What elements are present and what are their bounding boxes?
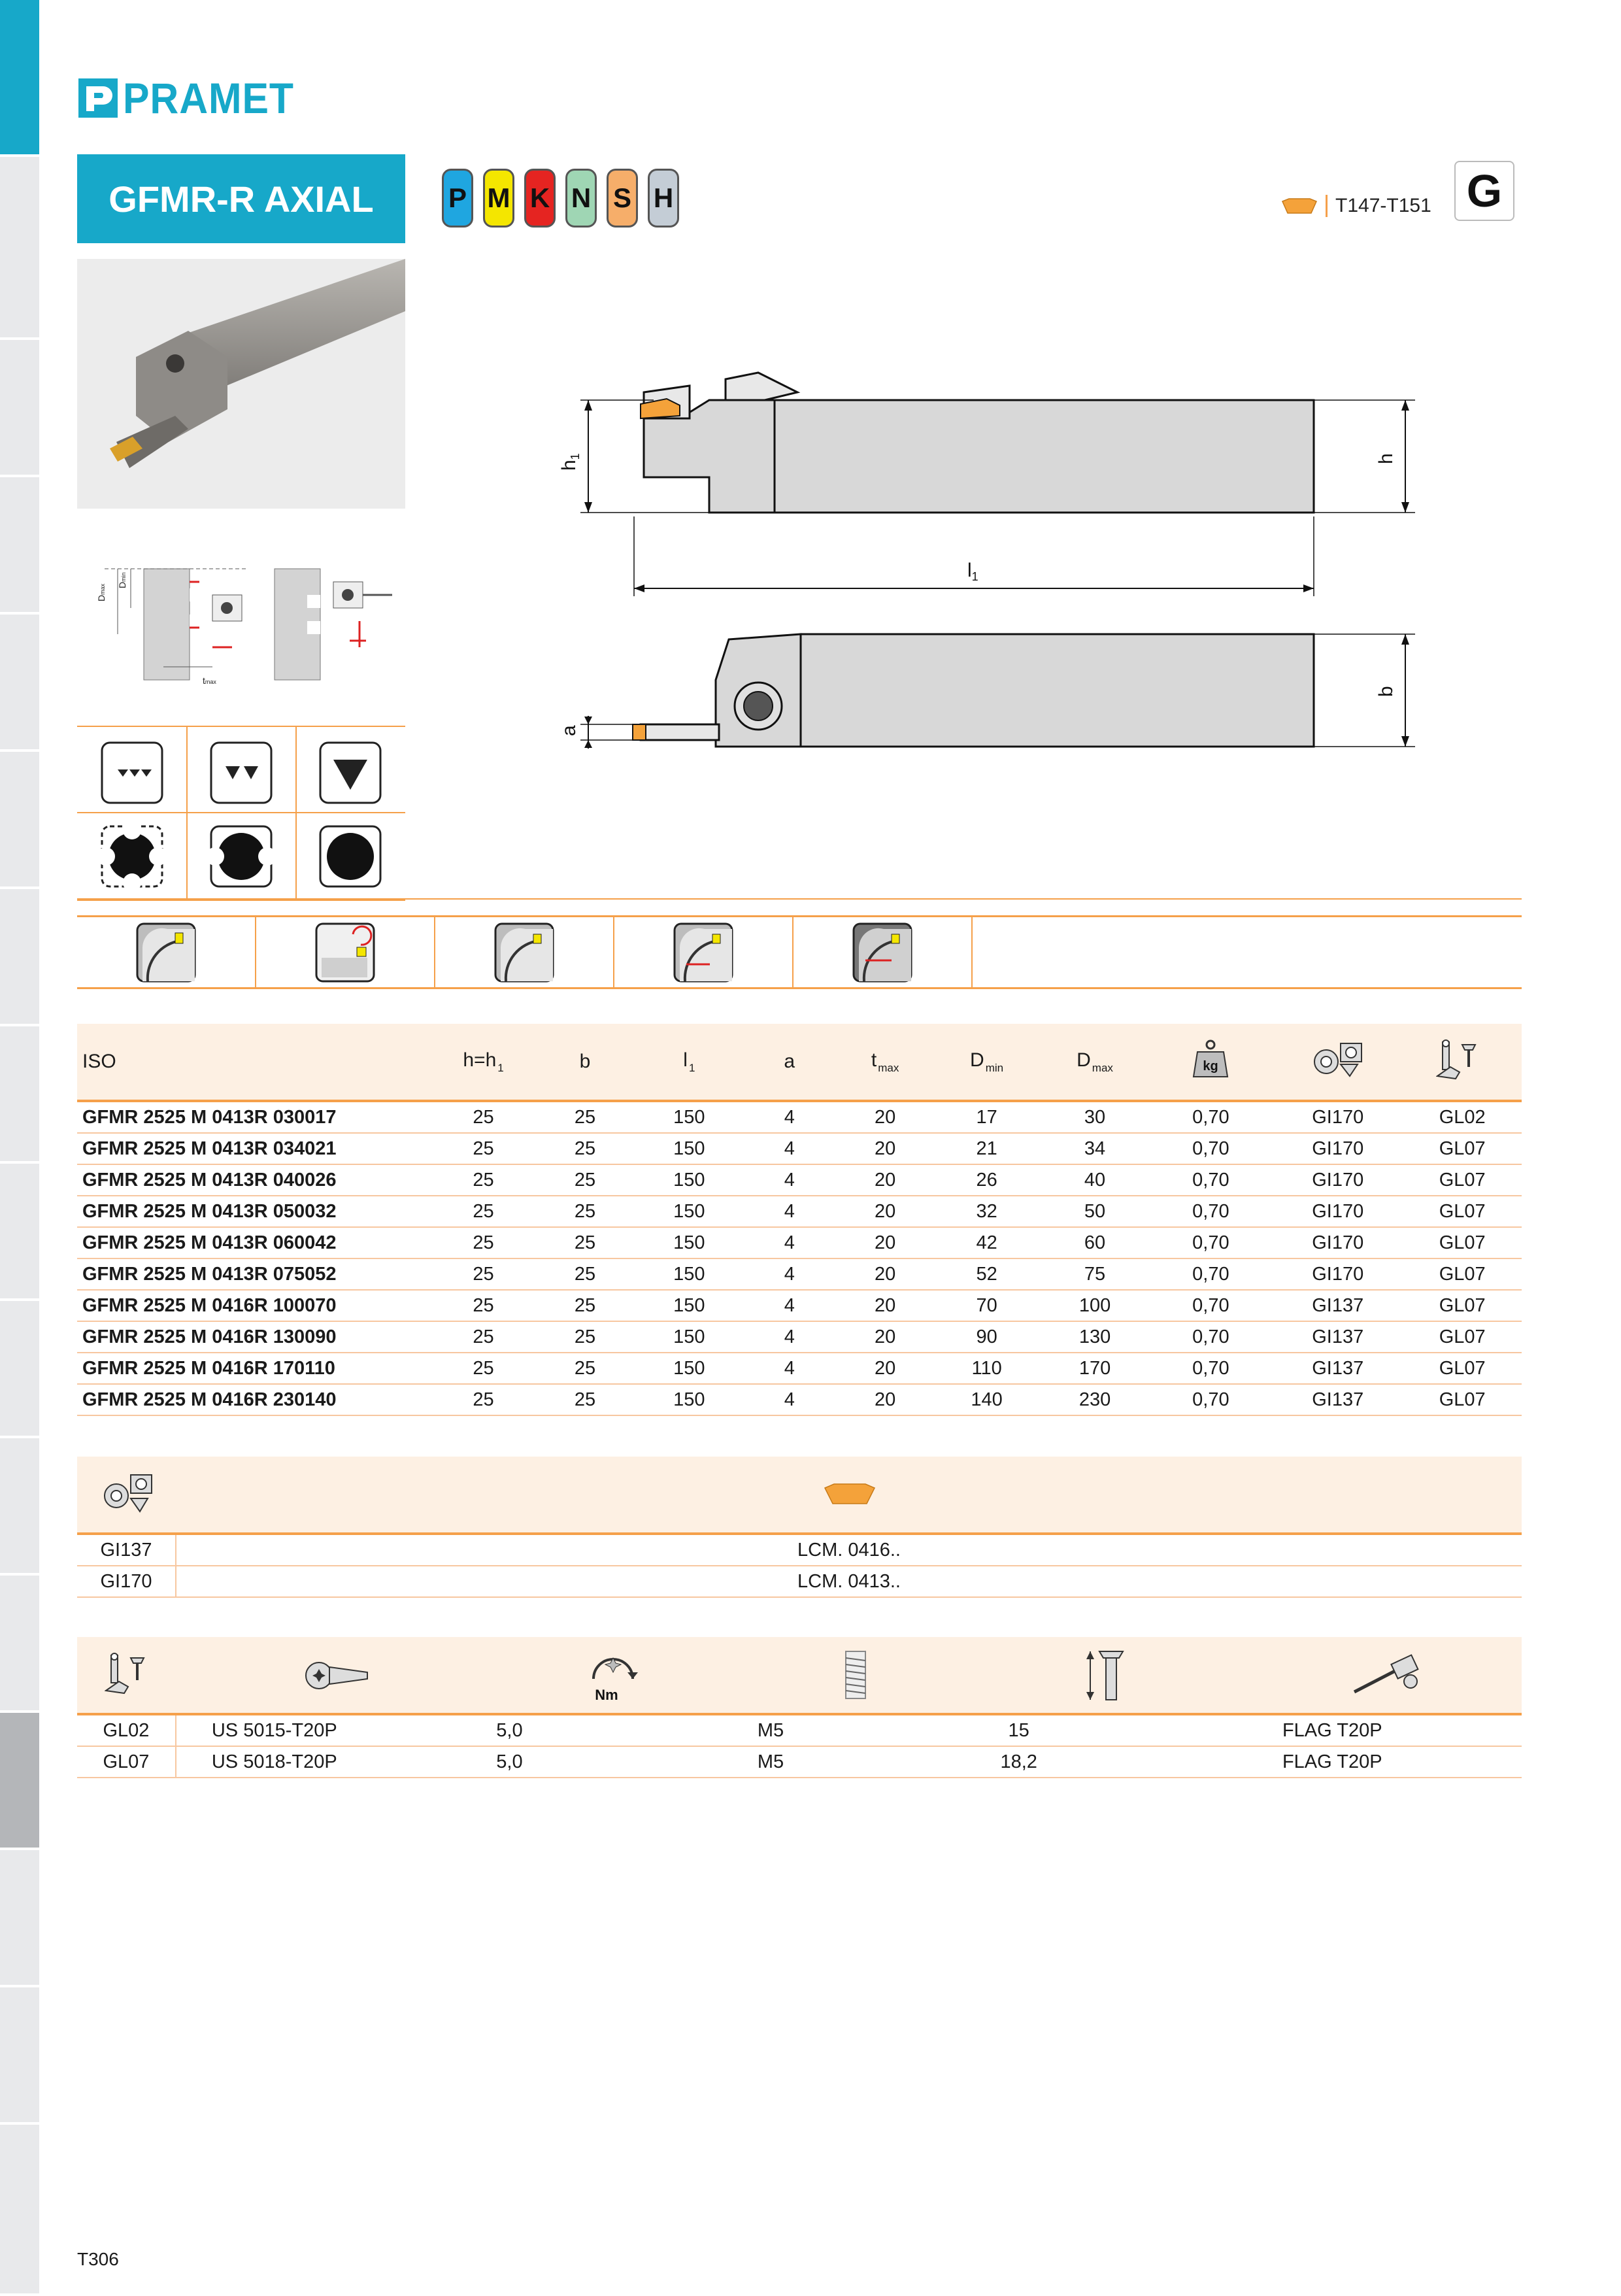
- table-cell: FLAG T20P: [1143, 1746, 1522, 1778]
- iso-code-cell: GFMR 2525 M 0413R 060042: [77, 1227, 434, 1258]
- parts-table-body: [77, 1715, 1522, 1778]
- table-cell: 32: [933, 1196, 1041, 1227]
- table-cell: 25: [533, 1133, 637, 1164]
- iso-badge-s: S: [607, 169, 638, 228]
- table-cell: 20: [837, 1196, 932, 1227]
- table-cell: 5,0: [373, 1715, 647, 1746]
- table-cell: 40: [1041, 1164, 1148, 1196]
- sidebar-tab[interactable]: [0, 1164, 39, 1301]
- iso-code-cell: GFMR 2525 M 0413R 034021: [77, 1133, 434, 1164]
- table-cell: 20: [837, 1101, 932, 1133]
- table-cell: 25: [533, 1353, 637, 1384]
- table-cell: 25: [533, 1290, 637, 1321]
- table-cell: 0,70: [1149, 1258, 1273, 1290]
- table-cell: GL07: [1403, 1353, 1522, 1384]
- table-cell: 4: [741, 1258, 837, 1290]
- table-cell: GI170: [1273, 1227, 1403, 1258]
- table-cell: GI137: [1273, 1353, 1403, 1384]
- table-cell: 0,70: [1149, 1353, 1273, 1384]
- d-min-label: Dmin: [117, 572, 127, 588]
- application-grid: [77, 726, 405, 901]
- table-cell: 90: [933, 1321, 1041, 1353]
- table-cell: US 5018-T20P: [176, 1746, 373, 1778]
- table-cell: 20: [837, 1321, 932, 1353]
- table-cell: M5: [646, 1746, 895, 1778]
- sidebar-tab[interactable]: [0, 477, 39, 615]
- iso-code-cell: GFMR 2525 M 0413R 040026: [77, 1164, 434, 1196]
- table-cell: 25: [434, 1321, 533, 1353]
- sidebar-tab[interactable]: [0, 889, 39, 1026]
- insert-table-header: [77, 1457, 1522, 1535]
- sidebar-tab[interactable]: [0, 2125, 39, 2296]
- insert-code-cell[interactable]: LCM. 0416..: [176, 1535, 1522, 1566]
- col-d-max: D $_{max}$: [1077, 1049, 1113, 1074]
- insert-code-cell[interactable]: LCM. 0413..: [176, 1566, 1522, 1597]
- iso-code-cell: GFMR 2525 M 0416R 130090: [77, 1321, 434, 1353]
- table-cell: FLAG T20P: [1143, 1715, 1522, 1746]
- table-row[interactable]: [77, 1715, 1522, 1746]
- spare-parts-icon: [105, 1650, 157, 1702]
- h1-label: $h_1$: [558, 453, 582, 471]
- part-set-code-cell: GL02: [77, 1715, 176, 1746]
- table-row[interactable]: [77, 1321, 1522, 1353]
- iso-code-cell: GFMR 2525 M 0413R 030017: [77, 1101, 434, 1133]
- table-cell: 25: [434, 1227, 533, 1258]
- table-cell: 150: [637, 1164, 741, 1196]
- table-cell: 0,70: [1149, 1101, 1273, 1133]
- table-cell: 70: [933, 1290, 1041, 1321]
- table-cell: 150: [637, 1196, 741, 1227]
- table-cell: GI170: [1273, 1196, 1403, 1227]
- pramet-logo-icon: [77, 77, 119, 119]
- table-cell: 4: [741, 1353, 837, 1384]
- insert-icon: [824, 1483, 876, 1505]
- table-cell: 52: [933, 1258, 1041, 1290]
- sidebar-tab[interactable]: [0, 340, 39, 477]
- iso-code-cell: GFMR 2525 M 0416R 230140: [77, 1384, 434, 1415]
- table-cell: 25: [434, 1353, 533, 1384]
- table-cell: GL07: [1403, 1258, 1522, 1290]
- col-b: b: [579, 1051, 591, 1072]
- page-reference[interactable]: T147-T151: [1335, 195, 1431, 216]
- table-cell: 20: [837, 1133, 932, 1164]
- table-cell: 170: [1041, 1353, 1148, 1384]
- table-cell: 150: [637, 1321, 741, 1353]
- table-cell: GL07: [1403, 1321, 1522, 1353]
- face-turning-icon: [672, 921, 735, 984]
- h-label: h: [1375, 453, 1397, 464]
- table-cell: 34: [1041, 1133, 1148, 1164]
- parts-table: [77, 1715, 1522, 1778]
- table-cell: GI170: [1273, 1101, 1403, 1133]
- table-cell: 25: [434, 1196, 533, 1227]
- table-cell: 150: [637, 1227, 741, 1258]
- separator: [1326, 195, 1328, 217]
- table-cell: 140: [933, 1384, 1041, 1415]
- insert-icon: [1281, 197, 1318, 214]
- main-table-body: [77, 1101, 1522, 1415]
- table-row[interactable]: [77, 1258, 1522, 1290]
- sidebar-tab[interactable]: [0, 615, 39, 752]
- table-cell: 150: [637, 1133, 741, 1164]
- table-cell: 150: [637, 1101, 741, 1133]
- iso-code-cell: GFMR 2525 M 0413R 050032: [77, 1196, 434, 1227]
- col-d-min: D $_{min}$: [970, 1049, 1004, 1074]
- t-max-label: tmax: [203, 675, 216, 686]
- table-cell: 15: [895, 1715, 1143, 1746]
- main-table-header: [77, 1024, 1522, 1101]
- col-a: a: [784, 1051, 795, 1072]
- roughing-light-icon: [99, 740, 165, 805]
- table-cell: GI137: [1273, 1321, 1403, 1353]
- table-cell: 60: [1041, 1227, 1148, 1258]
- spare-parts-icon: [1436, 1038, 1488, 1080]
- operations-strip: [77, 917, 973, 987]
- iso-badge-h: H: [648, 169, 679, 228]
- table-cell: GL02: [1403, 1101, 1522, 1133]
- table-cell: 4: [741, 1196, 837, 1227]
- insert-table-body: [77, 1535, 1522, 1597]
- d-max-label: Dmax: [96, 583, 107, 601]
- table-cell: 100: [1041, 1290, 1148, 1321]
- face-plunge-icon: [493, 921, 556, 984]
- table-cell: 20: [837, 1290, 932, 1321]
- table-cell: 42: [933, 1227, 1041, 1258]
- nm-label: Nm: [595, 1687, 618, 1703]
- table-cell: 30: [1041, 1101, 1148, 1133]
- table-cell: 25: [434, 1101, 533, 1133]
- table-cell: GI170: [1273, 1164, 1403, 1196]
- table-cell: 0,70: [1149, 1384, 1273, 1415]
- sidebar-tab[interactable]: [0, 157, 39, 340]
- kg-label: kg: [1203, 1059, 1219, 1073]
- sidebar-tab[interactable]: [0, 1713, 39, 1850]
- parts-table-header: [77, 1637, 1522, 1715]
- table-cell: M5: [646, 1715, 895, 1746]
- iso-badge-m: M: [483, 169, 514, 228]
- sidebar-tab[interactable]: [0, 752, 39, 889]
- table-cell: GL07: [1403, 1164, 1522, 1196]
- iso-code-cell: GFMR 2525 M 0416R 100070: [77, 1290, 434, 1321]
- table-cell: 20: [837, 1384, 932, 1415]
- col-t-max: t $_{max}$: [871, 1049, 899, 1074]
- divider: [77, 898, 1522, 900]
- brand-logo: [77, 73, 309, 123]
- table-cell: GL07: [1403, 1227, 1522, 1258]
- face-grooving-icon: [135, 921, 197, 984]
- col-insert: [1273, 1024, 1403, 1101]
- table-row[interactable]: [77, 1133, 1522, 1164]
- insert-holder-icon: [102, 1470, 154, 1522]
- table-cell: 25: [533, 1384, 637, 1415]
- holder-code-cell: GI137: [77, 1535, 176, 1566]
- sidebar-tab[interactable]: [0, 1026, 39, 1164]
- table-cell: 25: [434, 1164, 533, 1196]
- table-row[interactable]: [77, 1384, 1522, 1415]
- col-spare-parts: [1403, 1024, 1522, 1101]
- insert-group-badge: G: [1454, 161, 1514, 221]
- iso-badge-k: K: [524, 169, 556, 228]
- table-cell: 0,70: [1149, 1321, 1273, 1353]
- table-cell: 0,70: [1149, 1196, 1273, 1227]
- groove-diagram: [92, 556, 399, 686]
- sidebar-tab[interactable]: [0, 1987, 39, 2125]
- iso-material-badges: [442, 169, 679, 228]
- table-cell: 0,70: [1149, 1290, 1273, 1321]
- radial-grooving-icon: [314, 921, 376, 984]
- interrupted-cut-icon: [99, 824, 165, 889]
- table-cell: 17: [933, 1101, 1041, 1133]
- sidebar-tab[interactable]: [0, 1301, 39, 1438]
- table-cell: 0,70: [1149, 1164, 1273, 1196]
- iso-badge-p: P: [442, 169, 473, 228]
- b-label: b: [1375, 686, 1397, 697]
- table-cell: 25: [533, 1258, 637, 1290]
- table-row[interactable]: [77, 1164, 1522, 1196]
- iso-code-cell: GFMR 2525 M 0416R 170110: [77, 1353, 434, 1384]
- table-cell: 18,2: [895, 1746, 1143, 1778]
- table-cell: 25: [434, 1384, 533, 1415]
- table-cell: 20: [837, 1258, 932, 1290]
- table-cell: 4: [741, 1101, 837, 1133]
- a-label: a: [558, 725, 580, 736]
- table-cell: 20: [837, 1227, 932, 1258]
- torque-icon: [580, 1646, 646, 1705]
- sidebar-tab[interactable]: [0, 1850, 39, 1987]
- table-cell: GI137: [1273, 1384, 1403, 1415]
- product-title: GFMR-R AXIAL: [77, 154, 405, 243]
- table-cell: 4: [741, 1384, 837, 1415]
- table-cell: US 5015-T20P: [176, 1715, 373, 1746]
- table-cell: 4: [741, 1321, 837, 1353]
- table-cell: 150: [637, 1258, 741, 1290]
- table-cell: 150: [637, 1353, 741, 1384]
- weight-icon: [1192, 1039, 1229, 1079]
- screw-icon: [305, 1653, 370, 1698]
- product-photo: [77, 259, 405, 509]
- table-cell: 75: [1041, 1258, 1148, 1290]
- sidebar-tab[interactable]: [0, 1576, 39, 1713]
- page-number: T306: [77, 2249, 119, 2269]
- table-cell: 25: [533, 1321, 637, 1353]
- table-row[interactable]: [77, 1535, 1522, 1566]
- insert-holder-icon: [1312, 1041, 1364, 1077]
- key-icon: [1352, 1653, 1424, 1698]
- table-cell: GI137: [1273, 1290, 1403, 1321]
- table-cell: 4: [741, 1290, 837, 1321]
- profiling-icon: [851, 921, 914, 984]
- col-iso: ISO: [82, 1051, 116, 1072]
- divider: [77, 987, 1522, 989]
- table-cell: 21: [933, 1133, 1041, 1164]
- insert-page-reference: [1281, 195, 1431, 217]
- table-cell: 25: [533, 1164, 637, 1196]
- table-cell: GL07: [1403, 1196, 1522, 1227]
- sidebar-tab[interactable]: [0, 1438, 39, 1576]
- table-cell: 25: [533, 1227, 637, 1258]
- table-cell: 26: [933, 1164, 1041, 1196]
- table-row[interactable]: [77, 1353, 1522, 1384]
- table-cell: 230: [1041, 1384, 1148, 1415]
- table-row[interactable]: [77, 1196, 1522, 1227]
- table-cell: 130: [1041, 1321, 1148, 1353]
- table-cell: 20: [837, 1353, 932, 1384]
- table-cell: 150: [637, 1290, 741, 1321]
- table-cell: GL07: [1403, 1290, 1522, 1321]
- table-row[interactable]: [77, 1101, 1522, 1133]
- table-cell: 50: [1041, 1196, 1148, 1227]
- part-set-code-cell: GL07: [77, 1746, 176, 1778]
- insert-table: [77, 1535, 1522, 1598]
- table-cell: 25: [434, 1133, 533, 1164]
- table-cell: 20: [837, 1164, 932, 1196]
- table-cell: 0,70: [1149, 1227, 1273, 1258]
- table-cell: 4: [741, 1227, 837, 1258]
- iso-code-cell: GFMR 2525 M 0413R 075052: [77, 1258, 434, 1290]
- table-cell: 5,0: [373, 1746, 647, 1778]
- main-table: [77, 1024, 1522, 1416]
- table-cell: 0,70: [1149, 1133, 1273, 1164]
- table-cell: 25: [533, 1196, 637, 1227]
- screw-length-icon: [1082, 1646, 1128, 1705]
- table-row[interactable]: [77, 1290, 1522, 1321]
- table-cell: 25: [434, 1258, 533, 1290]
- thread-icon: [839, 1649, 872, 1701]
- technical-drawing: [549, 353, 1425, 811]
- iso-badge-n: N: [565, 169, 597, 228]
- roughing-medium-icon: [209, 740, 274, 805]
- col-weight: [1149, 1024, 1273, 1101]
- col-h-h1: h=h $_1$: [463, 1049, 504, 1074]
- table-row[interactable]: [77, 1227, 1522, 1258]
- holder-code-cell: GI170: [77, 1566, 176, 1597]
- continuous-cut-icon: [318, 824, 383, 889]
- table-row[interactable]: [77, 1746, 1522, 1778]
- col-l1: l $_1$: [683, 1049, 695, 1074]
- roughing-heavy-icon: [318, 740, 383, 805]
- table-cell: 110: [933, 1353, 1041, 1384]
- table-cell: 150: [637, 1384, 741, 1415]
- table-cell: 4: [741, 1164, 837, 1196]
- table-cell: GI170: [1273, 1258, 1403, 1290]
- table-cell: 25: [434, 1290, 533, 1321]
- table-cell: GI170: [1273, 1133, 1403, 1164]
- table-row[interactable]: [77, 1566, 1522, 1597]
- sidebar-tab[interactable]: [0, 0, 39, 157]
- l1-label: $l_1$: [967, 560, 978, 583]
- partly-interrupted-cut-icon: [209, 824, 274, 889]
- table-cell: GL07: [1403, 1133, 1522, 1164]
- table-cell: 25: [533, 1101, 637, 1133]
- table-cell: 4: [741, 1133, 837, 1164]
- brand-name: PRAMET: [123, 74, 294, 122]
- table-cell: GL07: [1403, 1384, 1522, 1415]
